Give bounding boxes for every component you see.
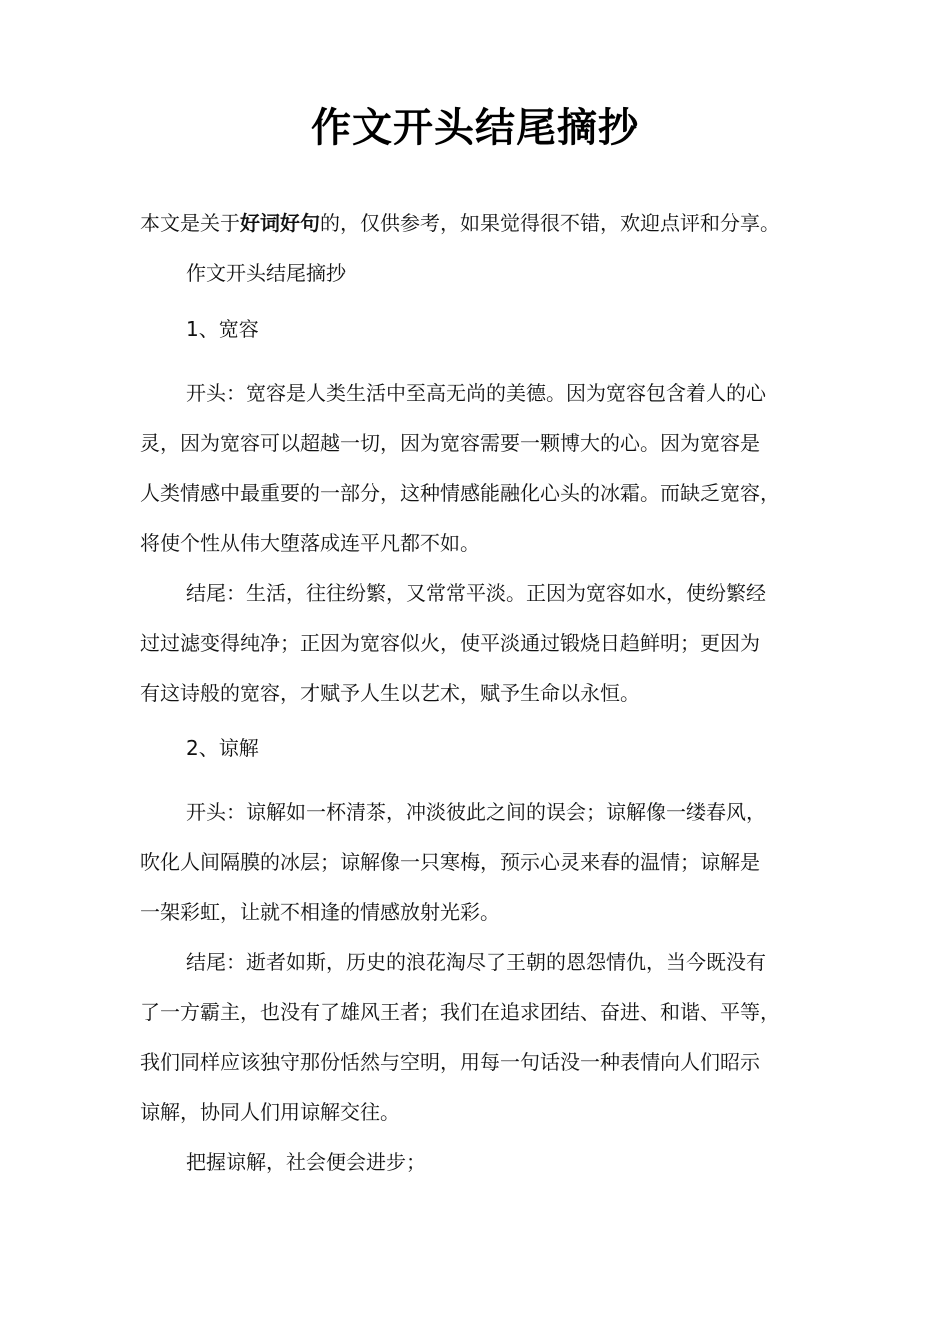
paragraph-line: 谅解，协同人们用谅解交往。	[140, 1100, 400, 1124]
paragraph-line: 一架彩虹，让就不相逢的情感放射光彩。	[140, 900, 500, 924]
subtitle: 作文开头结尾摘抄	[186, 261, 346, 285]
intro-keyword-link[interactable]: 好词好句	[240, 211, 320, 235]
paragraph-line: 过过滤变得纯净；正因为宽容似火，使平淡通过锻烧日趋鲜明；更因为	[140, 631, 760, 655]
paragraph-line: 有这诗般的宽容，才赋予人生以艺术，赋予生命以永恒。	[140, 681, 640, 705]
paragraph-line: 将使个性从伟大堕落成连平凡都不如。	[140, 531, 480, 555]
section-heading: 1、宽容	[186, 317, 259, 341]
document-title: 作文开头结尾摘抄	[311, 105, 639, 151]
section-heading: 2、谅解	[186, 736, 259, 760]
paragraph-line: 灵，因为宽容可以超越一切，因为宽容需要一颗博大的心。因为宽容是	[140, 431, 760, 455]
paragraph-line: 我们同样应该独守那份恬然与空明，用每一句话没一种表情向人们昭示	[140, 1050, 760, 1074]
intro-suffix: 的，仅供参考，如果觉得很不错，欢迎点评和分享。	[320, 211, 780, 235]
paragraph-line: 人类情感中最重要的一部分，这种情感能融化心头的冰霜。而缺乏宽容，	[140, 481, 780, 505]
paragraph-line: 开头：宽容是人类生活中至高无尚的美德。因为宽容包含着人的心	[186, 381, 766, 405]
paragraph-line: 吹化人间隔膜的冰层；谅解像一只寒梅，预示心灵来春的温情；谅解是	[140, 850, 760, 874]
paragraph-line: 把握谅解，社会便会进步；	[186, 1150, 426, 1174]
paragraph-line: 开头：谅解如一杯清茶，冲淡彼此之间的误会；谅解像一缕春风，	[186, 800, 766, 824]
intro-paragraph	[140, 208, 820, 238]
paragraph-line: 结尾：生活，往往纷繁，又常常平淡。正因为宽容如水，使纷繁经	[186, 581, 766, 605]
paragraph-line: 了一方霸主，也没有了雄风王者；我们在追求团结、奋进、和谐、平等，	[140, 1000, 780, 1024]
intro-prefix: 本文是关于	[140, 211, 240, 235]
paragraph-line: 结尾：逝者如斯，历史的浪花淘尽了王朝的恩怨情仇，当今既没有	[186, 950, 766, 974]
